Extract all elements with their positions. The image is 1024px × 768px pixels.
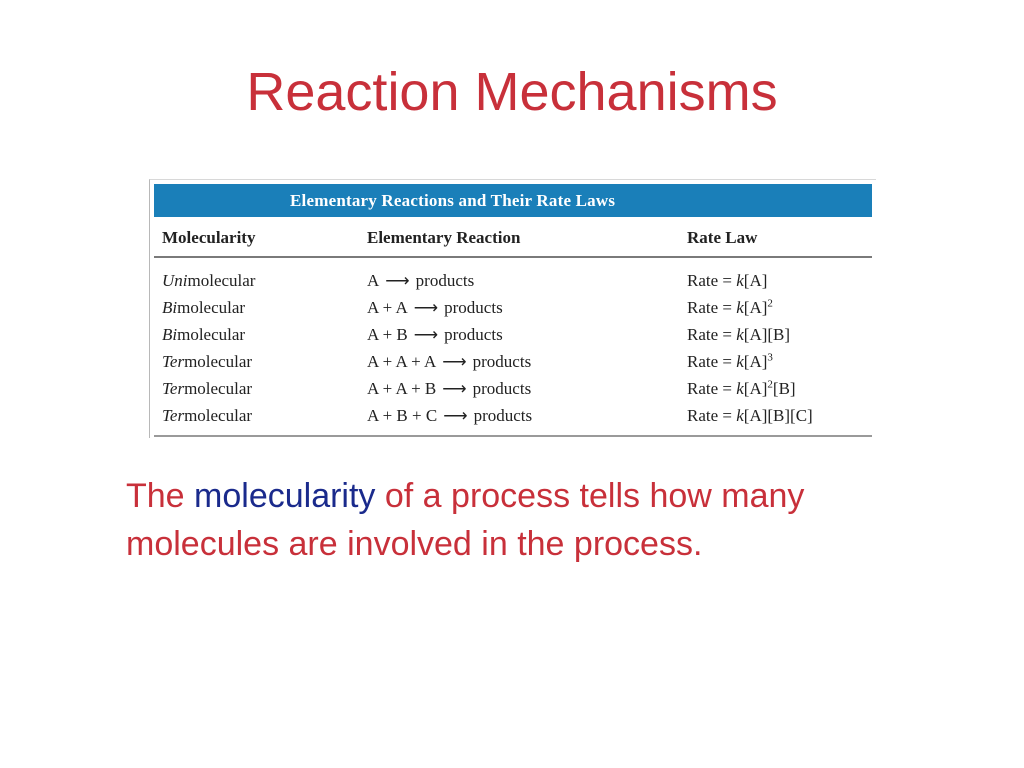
reactants: A + B + C [367,405,438,425]
rate-constant: k [736,405,744,425]
products: products [444,297,503,317]
rate-prefix: Rate = [687,297,737,317]
rate-expression: [A] [743,270,768,290]
cell-molecularity [154,294,367,321]
molecularity-prefix: Ter [162,351,185,371]
rate-expression: [A] [743,351,768,371]
table-row [154,294,872,321]
rate-expression: [A][B][C] [743,405,813,425]
reaction-arrow: ⟶ [443,405,468,425]
cell-reaction [367,402,687,436]
cell-reaction [367,348,687,375]
cell-reaction [367,375,687,402]
table-row [154,257,872,294]
molecularity-prefix: Uni [162,270,188,290]
header-elementary-reaction: Elementary Reaction [367,220,687,257]
molecularity-prefix: Bi [162,297,178,317]
reaction-arrow: ⟶ [442,351,467,371]
rate-prefix: Rate = [687,270,737,290]
table-row [154,321,872,348]
products: products [415,270,475,290]
rate-constant: k [736,378,744,398]
cell-molecularity [154,402,367,436]
reactants: A + A + B [367,378,437,398]
reactants: A + A [367,297,408,317]
header-rate-law: Rate Law [687,220,872,257]
cell-rate-law [687,321,872,348]
reactants: A + A + A [367,351,437,371]
molecularity-suffix: molecular [177,297,246,317]
rate-prefix: Rate = [687,351,737,371]
rate-constant: k [736,297,744,317]
rate-expression: [A] [743,297,768,317]
cell-molecularity [154,321,367,348]
cell-molecularity [154,375,367,402]
caption-term: molecularity [194,477,376,515]
rate-prefix: Rate = [687,405,737,425]
reaction-arrow: ⟶ [385,270,410,290]
rate-expression: [A] [743,378,768,398]
table-body [154,257,872,436]
table-row [154,375,872,402]
products: products [444,324,503,344]
table-row [154,402,872,436]
rate-prefix: Rate = [687,324,737,344]
rate-constant: k [736,270,744,290]
rate-constant: k [736,324,744,344]
caption-text [126,472,946,568]
rate-law-table [154,220,872,437]
rate-tail: [B] [772,378,796,398]
rate-prefix: Rate = [687,378,737,398]
molecularity-suffix: molecular [184,405,253,425]
cell-reaction [367,321,687,348]
table-row [154,348,872,375]
reaction-arrow: ⟶ [413,297,439,317]
header-molecularity: Molecularity [154,220,367,257]
rate-expression: [A][B] [743,324,791,344]
slide-title: Reaction Mechanisms [246,62,778,122]
products: products [473,405,533,425]
table-header-row [154,220,872,257]
reactants: A + B [367,324,408,344]
cell-rate-law [687,402,872,436]
caption-rest: of a process tells how many molecules are involved in the process. [126,477,805,563]
molecularity-prefix: Bi [162,324,178,344]
cell-reaction [367,294,687,321]
molecularity-suffix: molecular [184,351,253,371]
products: products [472,378,532,398]
molecularity-prefix: Ter [162,405,185,425]
molecularity-suffix: molecular [184,378,253,398]
cell-rate-law [687,294,872,321]
cell-rate-law [687,348,872,375]
cell-molecularity [154,348,367,375]
molecularity-suffix: molecular [177,324,246,344]
table-banner: Elementary Reactions and Their Rate Laws [154,184,872,217]
products: products [472,351,532,371]
rate-law-table-figure [149,179,876,438]
caption-lead: The [126,477,195,515]
reactants: A [367,270,380,290]
cell-rate-law [687,375,872,402]
reaction-arrow: ⟶ [413,324,439,344]
rate-exponent: 3 [767,350,773,363]
cell-molecularity [154,257,367,294]
reaction-arrow: ⟶ [442,378,467,398]
rate-constant: k [736,351,744,371]
molecularity-suffix: molecular [187,270,256,290]
cell-reaction [367,257,687,294]
cell-rate-law [687,257,872,294]
rate-exponent: 2 [767,377,773,390]
molecularity-prefix: Ter [162,378,185,398]
rate-exponent: 2 [767,296,773,309]
